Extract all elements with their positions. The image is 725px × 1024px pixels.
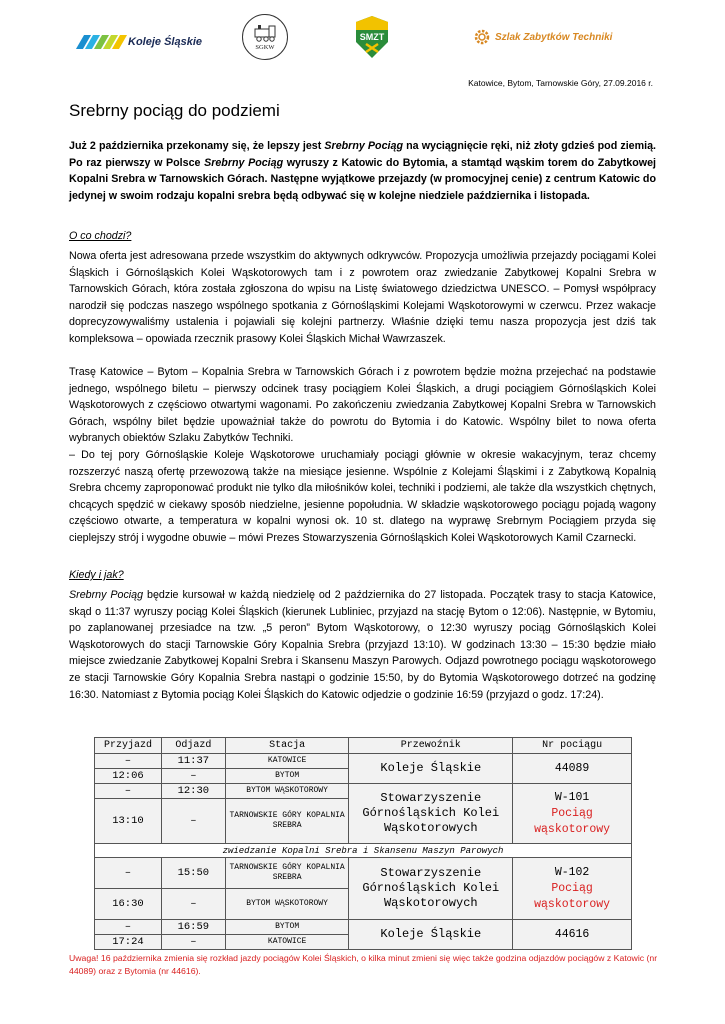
- szt-logo-text: Szlak Zabytków Techniki: [495, 31, 613, 43]
- arrival-cell: –: [95, 858, 162, 889]
- schedule-change-warning: Uwaga! 16 października zmienia się rozkład jazdy pociągów Kolei Śląskich, o kilka minut zmieni się więc także godzina odjazdów pociągów z Katowic (nr 44089) oraz z Bytomia (nr 44616).: [69, 953, 658, 976]
- table-row: [95, 858, 632, 889]
- visit-note-cell: zwiedzanie Kopalni Srebra i Skansenu Maszyn Parowych: [95, 844, 632, 858]
- station-cell: BYTOM WĄSKOTOROWY: [225, 784, 349, 799]
- lead-paragraph: [69, 138, 656, 204]
- sgkw-logo: [242, 14, 288, 60]
- departure-cell: 11:37: [161, 754, 225, 769]
- section-heading-o-co-chodzi: O co chodzi?: [69, 230, 132, 242]
- paragraph-offer: Nowa oferta jest adresowana przede wszystkim do aktywnych odkrywców. Propozycja umożliwia przejazdy pociągami Kolei Śląskich i Górnośląskich Kolei Wąskotorowych tam i z powrotem oraz zwiedzanie Zabytkowej Kopalni Srebra w Tarnowskich Górach, która została zgłoszona do wpisu na Listę światowego dziedzictwa UNESCO. – Pomysł współpracy narodził się podczas naszego wspólnego spotkania z Górnośląskimi Kolejami Wąskotorowymi w czerwcu. Przez wakacje doprecyzowywaliśmy ustalenia i pojawiali się kolejni partnerzy. Właśnie dzięki temu nasza propozycja jest dziś tak kompleksowa – opowiada rzecznik prasowy Kolei Śląskich Michał Wawrzaszek.: [69, 250, 656, 345]
- schedule-table: [94, 737, 632, 950]
- station-cell: BYTOM WĄSKOTOROWY: [225, 889, 349, 920]
- table-row: [95, 920, 632, 935]
- station-cell: BYTOM: [225, 769, 349, 784]
- koleje-slaskie-logo: [80, 32, 202, 52]
- train-number: W-102: [554, 865, 590, 879]
- lead-emphasis-2: Srebrny Pociąg: [204, 156, 284, 169]
- train-number-cell: 44089: [513, 754, 632, 784]
- koleje-slaskie-logo-text: Koleje Śląskie: [128, 36, 202, 48]
- station-cell: KATOWICE: [225, 935, 349, 950]
- header-nr-pociagu: Nr pociągu: [513, 738, 632, 754]
- arrival-cell: –: [95, 784, 162, 799]
- arrival-cell: –: [95, 920, 162, 935]
- lead-text-1: Już 2 października przekonamy się, że lepszy jest: [69, 140, 325, 152]
- lead-text-2: na wyciągnięcie ręki, niż złoty gdzieś pod ziemią. Po raz pierwszy w Polsce: [69, 140, 656, 169]
- departure-cell: –: [161, 935, 225, 950]
- gear-icon: [473, 28, 491, 46]
- logo-bar: [0, 0, 725, 70]
- page-title: Srebrny pociąg do podziemi: [69, 101, 280, 120]
- smzt-logo: [352, 14, 392, 60]
- departure-cell: 15:50: [161, 858, 225, 889]
- arrival-cell: 12:06: [95, 769, 162, 784]
- schedule-text: będzie kursował w każdą niedzielę od 2 października do 27 listopada. Początek trasy to stacja Katowice, skąd o 11:37 wyruszy pociąg Kolei Śląskich (kierunek Lubliniec, przyjazd na stację Bytom o 12:06). Następnie, w Bytomiu, po zaplanowanej przesiadce na tzw. „5 peron” Bytom Wąskotorowy, o 12:30 wyruszy pociąg Górnośląskich Kolei Wąskotorowych do stacji Tarnowskie Góry Kopalnia Srebra (przyjazd 13:10). W godzinach 13:30 – 15:30 będzie miało miejsce zwiedzanie Zabytkowej Kopalni Srebra i Skansenu Maszyn Parowych. Odjazd powrotnego pociągu wąskotorowego ze stacji Tarnowskie Góry Kopalnia Srebra nastąpi o godzinie 15:50, by do Bytomia Wąskotorowego dotrzeć na godzinę 16:30. Natomiast z Bytomia pociąg Kolei Śląskich do Katowic odjedzie o godzinie 16:59 (przyjazd o godz. 17:24).: [69, 589, 656, 701]
- paragraph-route-a: Trasę Katowice – Bytom – Kopalnia Srebra w Tarnowskich Górach i z powrotem będzie można przejechać na podstawie jednego, wspólnego biletu – pierwszy odcinek trasy pociągiem Kolei Śląskich, a drugi pociągiem Górnośląskich Kolei Wąskotorowych z częściowo otwartymi wagonami. Po zakończeniu zwiedzania Zabytkowej Kopalni Srebra w Tarnowskich Górach, wspólny bilet będzie upoważniał także do powrotu do Bytomia i do Katowic. Wspólny bilet to nowa oferta wybranych obiektów Szlaku Zabytków Techniki.: [69, 366, 656, 445]
- departure-cell: 12:30: [161, 784, 225, 799]
- carrier-cell: Koleje Śląskie: [349, 754, 513, 784]
- table-note-row: [95, 844, 632, 858]
- table-row: [95, 784, 632, 799]
- paragraph-schedule: [69, 587, 656, 703]
- header-przewoznik: Przewoźnik: [349, 738, 513, 754]
- schedule-emphasis: Srebrny Pociąg: [69, 589, 144, 601]
- szlak-zabytkow-techniki-logo: [473, 28, 612, 46]
- station-cell: KATOWICE: [225, 754, 349, 769]
- carrier-cell: Stowarzyszenie Górnośląskich Kolei Wąskotorowych: [349, 858, 513, 920]
- sgkw-logo-text: SGKW: [255, 43, 275, 51]
- header-odjazd: Odjazd: [161, 738, 225, 754]
- paragraph-route: [69, 364, 656, 547]
- arrival-cell: 13:10: [95, 799, 162, 844]
- train-number-cell: [513, 858, 632, 920]
- train-type-note: Pociąg wąskotorowy: [534, 881, 611, 911]
- carrier-cell: Koleje Śląskie: [349, 920, 513, 950]
- lead-text-3: wyruszy z Katowic do Bytomia, a stamtąd wąskim torem do Zabytkowej Kopalni Srebra w Tarnowskich Górach. Następne wyjątkowe przejazdy (w promocyjnej cenie) z centrum Katowic do jedynej w swoim rodzaju kopalni srebra będą odbywać się w kolejne niedziele października i listopada.: [69, 156, 657, 202]
- departure-cell: –: [161, 889, 225, 920]
- date-line: Katowice, Bytom, Tarnowskie Góry, 27.09.2016 r.: [468, 78, 653, 88]
- arrival-cell: 16:30: [95, 889, 162, 920]
- section-heading-kiedy-i-jak: Kiedy i jak?: [69, 569, 124, 581]
- paragraph-route-b: – Do tej pory Górnośląskie Koleje Wąskotorowe uruchamiały pociągi głównie w okresie wakacyjnym, teraz chcemy rozszerzyć naszą ofertę przewozową także na miesiące jesienne. Wspólnie z Kolejami Śląskimi i z Zabytkową Kopalnią Srebra chcemy zaproponować produkt nie tylko dla miłośników kolei, techniki i podziemi, ale także dla wszystkich chętnych, chcących spędzić w ciekawy sposób niedzielne, jesienne popołudnia. W składzie wąskotorowego pociągu pojadą wagony częściowo otwarte, a temperatura w kopalni wynosi ok. 10 st. dlatego na wyprawę Srebrnym Pociągiem przyda się cieplejszy strój i wygodne obuwie – mówi Prezes Stowarzyszenia Górnośląskich Kolei Wąskotorowych Kamil Czarnecki.: [69, 448, 656, 544]
- departure-cell: –: [161, 769, 225, 784]
- arrival-cell: 17:24: [95, 935, 162, 950]
- station-cell: TARNOWSKIE GÓRY KOPALNIA SREBRA: [225, 858, 349, 889]
- arrival-cell: –: [95, 754, 162, 769]
- train-number-cell: 44616: [513, 920, 632, 950]
- ks-stripes-icon: [80, 35, 123, 49]
- train-number: W-101: [554, 790, 590, 804]
- header-przyjazd: Przyjazd: [95, 738, 162, 754]
- smzt-logo-text: SMZT: [359, 32, 385, 42]
- lead-emphasis-1: Srebrny Pociąg: [324, 140, 403, 152]
- train-type-note: Pociąg wąskotorowy: [534, 806, 611, 836]
- train-number-cell: [513, 784, 632, 844]
- departure-cell: 16:59: [161, 920, 225, 935]
- departure-cell: –: [161, 799, 225, 844]
- station-cell: BYTOM: [225, 920, 349, 935]
- header-stacja: Stacja: [225, 738, 349, 754]
- locomotive-icon: [252, 24, 278, 42]
- station-cell: TARNOWSKIE GÓRY KOPALNIA SREBRA: [225, 799, 349, 844]
- table-row: [95, 754, 632, 769]
- carrier-cell: Stowarzyszenie Górnośląskich Kolei Wąskotorowych: [349, 784, 513, 844]
- table-header-row: [95, 738, 632, 754]
